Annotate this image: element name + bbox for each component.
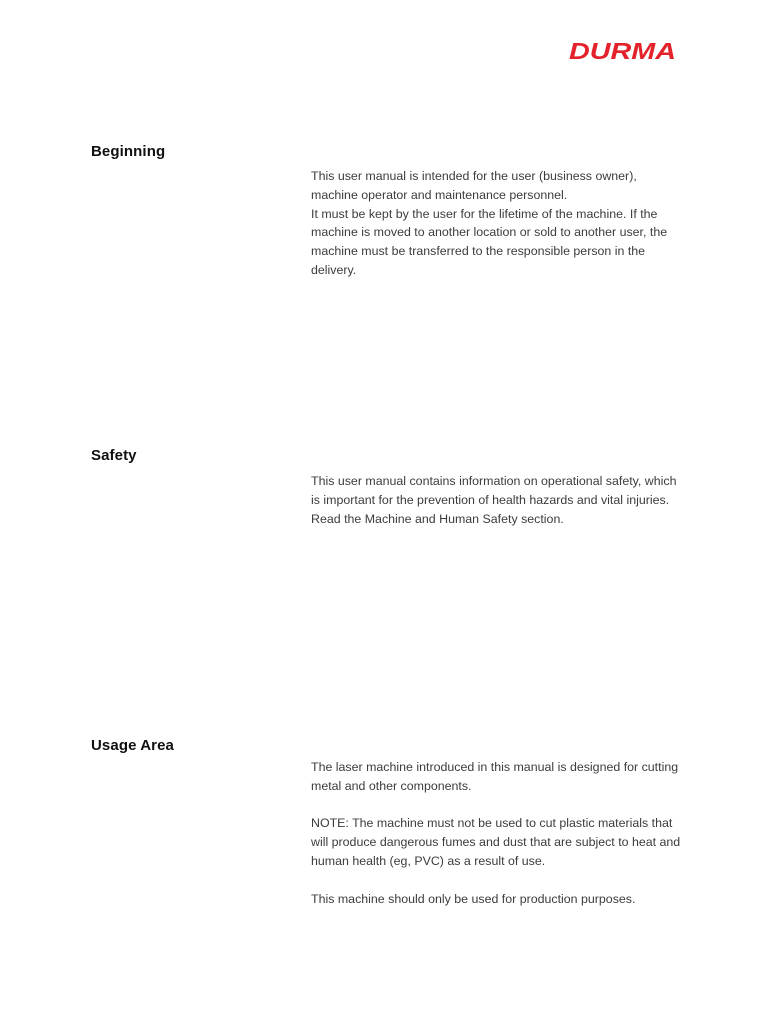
safety-paragraph-1: This user manual contains information on operational safety, which is important for the prevention of health hazards and vital injuries. Read the Machine and Human Safety section. [311,474,677,526]
durma-logo [569,38,677,64]
beginning-paragraph-2: It must be kept by the user for the lifetime of the machine. If the machine is moved to another location or sold to another user, the machine must be transferred to the responsible person in the delivery. [311,206,668,277]
section-heading-safety: Safety [91,447,137,464]
paragraph-spacer [311,871,683,890]
beginning-paragraph-1: This user manual is intended for the user (business owner), machine operator and maintenance personnel. [311,169,637,202]
paragraph-spacer [311,796,683,815]
section-heading-beginning: Beginning [91,143,166,160]
section-body-beginning [311,167,683,280]
usage-paragraph-3: This machine should only be used for production purposes. [311,891,636,906]
usage-note-paragraph: NOTE: The machine must not be used to cut plastic materials that will produce dangerous fumes and dust that are subject to heat and human health (eg, PVC) as a result of use. [311,816,681,868]
section-body-usage-area [311,758,683,908]
usage-paragraph-1: The laser machine introduced in this manual is designed for cutting metal and other components. [311,760,679,793]
durma-logo-mark [569,38,677,64]
section-body-safety [311,472,683,528]
logo-text: DURMA [569,38,676,64]
section-heading-usage-area: Usage Area [91,737,174,754]
